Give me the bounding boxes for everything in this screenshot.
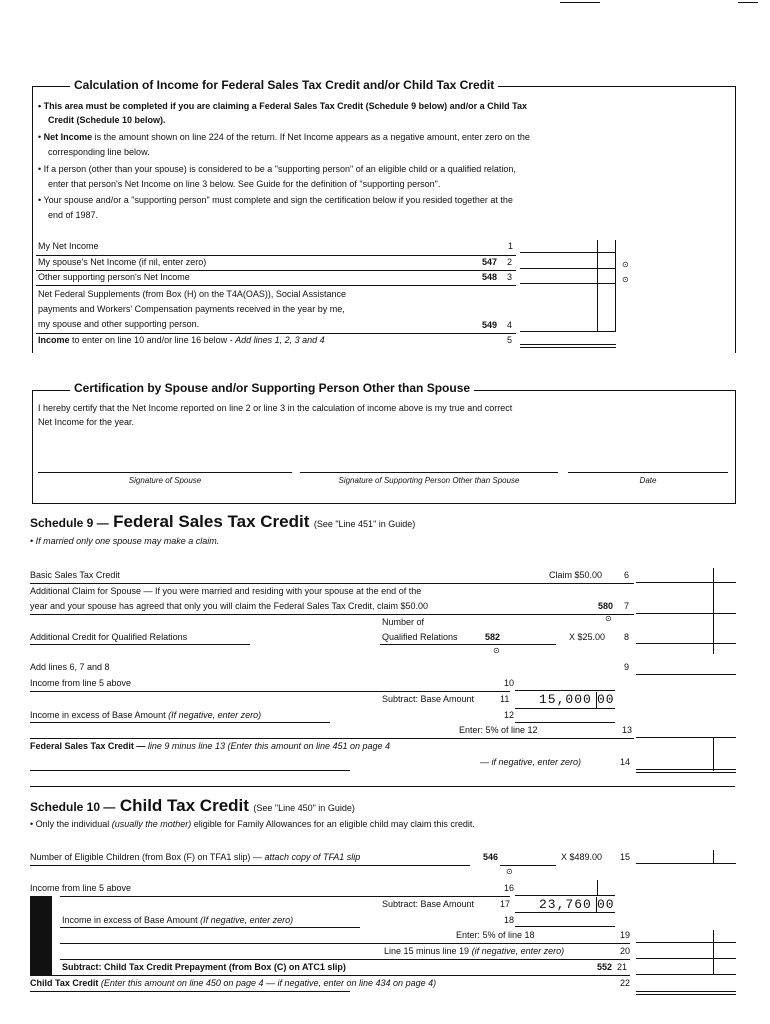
line3-field[interactable]	[520, 283, 616, 284]
fstc-label: Federal Sales Tax Credit — line 9 minus line 13 (Enter this amount on line 451 on page 4	[30, 741, 391, 751]
income-section-title: Calculation of Income for Federal Sales Tax Credit and/or Child Tax Credit	[70, 78, 498, 92]
line5-num: 5	[507, 335, 513, 345]
s10-subtract-label: Subtract: Base Amount	[382, 899, 475, 909]
line16-num: 16	[504, 883, 515, 893]
bullet-4: • Your spouse and/or a "supporting person" must complete and sign the certification below if you resided together at the	[38, 195, 513, 205]
line3-label: Other supporting person's Net Income	[38, 272, 190, 282]
bullet-1-cont: Credit (Schedule 10 below).	[48, 115, 166, 125]
line7-num: 7	[624, 601, 630, 611]
circle-marker-2: ⊙	[622, 260, 629, 269]
line20-num: 20	[620, 946, 631, 956]
line22-field[interactable]	[636, 991, 736, 992]
line21-num: 21	[617, 962, 628, 972]
signature-spouse-field[interactable]	[38, 472, 292, 473]
line13-num: 13	[622, 725, 633, 735]
s10-base-cents: 00	[597, 897, 615, 912]
s9-subtract-label: Subtract: Base Amount	[382, 694, 475, 704]
line15-field[interactable]	[636, 863, 736, 864]
line11-num: 11	[500, 694, 510, 704]
ctc-label: Child Tax Credit (Enter this amount on line 450 on page 4 — if negative, enter on line 434 on page 4)	[30, 978, 437, 988]
line1-label: My Net Income	[38, 241, 99, 251]
line6-num: 6	[624, 570, 630, 580]
line2-code: 547	[482, 257, 498, 267]
number-of-label: Number of	[382, 617, 425, 627]
line5-label: Income to enter on line 10 and/or line 16 below - Add lines 1, 2, 3 and 4	[38, 335, 325, 345]
qualified-relations-count-field[interactable]	[508, 644, 556, 645]
bullet-1: • This area must be completed if you are claiming a Federal Sales Tax Credit (Schedule 9 below) and/or a Child Tax	[38, 101, 527, 111]
certification-title: Certification by Spouse and/or Supporting Person Other than Spouse	[70, 381, 474, 395]
line7-field[interactable]	[636, 613, 736, 614]
signature-other-label: Signature of Supporting Person Other than Spouse	[338, 476, 520, 485]
children-label: Number of Eligible Children (from Box (F) on TFA1 slip) — attach copy of TFA1 slip	[30, 852, 361, 862]
line20-field[interactable]	[636, 958, 736, 959]
line4-code: 549	[482, 320, 498, 330]
code-546: 546	[483, 852, 499, 862]
line19-field[interactable]	[636, 942, 736, 943]
black-bar	[30, 896, 52, 976]
schedule9-heading: Schedule 9 — Federal Sales Tax Credit (See "Line 451" in Guide)	[30, 512, 416, 531]
line4-label-2: payments and Workers' Compensation payments received in the year by me,	[38, 304, 345, 314]
s10-base-amount: 23,760	[539, 897, 592, 912]
line4-num: 4	[507, 320, 513, 330]
s10-income-label: Income from line 5 above	[30, 883, 132, 893]
signature-other-field[interactable]	[300, 472, 558, 473]
line10-field[interactable]	[515, 690, 615, 691]
additional-claim-2: year and your spouse has agreed that only you will claim the Federal Sales Tax Credit, claim $50.00	[30, 601, 429, 611]
circle-marker-546: ⊙	[506, 867, 513, 876]
additional-claim-1: Additional Claim for Spouse — If you were married and residing with your spouse at the end of the	[30, 586, 422, 596]
line1-field[interactable]	[520, 252, 616, 253]
line15-num: 15	[620, 852, 631, 862]
line6-field[interactable]	[636, 582, 736, 583]
certification-text-2: Net Income for the year.	[38, 417, 135, 427]
date-label: Date	[639, 476, 657, 485]
fstc-negative: — if negative, enter zero)	[480, 757, 582, 767]
code-580: 580	[598, 601, 614, 611]
schedule10-heading: Schedule 10 — Child Tax Credit (See "Line 450" in Guide)	[30, 796, 355, 815]
bullet-4-cont: end of 1987.	[48, 210, 99, 220]
line9-num: 9	[624, 662, 630, 672]
x-489: X $489.00	[561, 852, 603, 862]
line12-num: 12	[504, 710, 515, 720]
line14-num: 14	[620, 757, 631, 767]
line9-field[interactable]	[636, 674, 736, 675]
line3-code: 548	[482, 272, 498, 282]
s9-income-label: Income from line 5 above	[30, 678, 132, 688]
x-25: X $25.00	[569, 632, 606, 642]
qualified-relations: Qualified Relations	[382, 632, 458, 642]
bullet-3-cont: enter that person's Net Income on line 3 below. See Guide for the definition of "supporting person".	[48, 179, 441, 189]
s9-base-cents: 00	[597, 692, 615, 707]
line17-num: 17	[500, 899, 511, 909]
bullet-2-cont: corresponding line below.	[48, 147, 150, 157]
line8-field[interactable]	[636, 643, 736, 644]
code-552: 552	[597, 962, 613, 972]
basic-credit-label: Basic Sales Tax Credit	[30, 570, 120, 580]
line2-field[interactable]	[520, 268, 616, 269]
add-lines-label: Add lines 6, 7 and 8	[30, 662, 110, 672]
line5-field[interactable]	[520, 344, 616, 345]
circle-marker-3: ⊙	[622, 275, 629, 284]
line22-num: 22	[620, 978, 631, 988]
s9-enter5: Enter: 5% of line 12	[459, 725, 538, 735]
line4-field[interactable]	[520, 331, 616, 332]
line3-num: 3	[507, 272, 513, 282]
circle-marker-580: ⊙	[605, 614, 612, 623]
line1-num: 1	[508, 241, 514, 251]
code-582: 582	[485, 632, 501, 642]
schedule10-note: • Only the individual (usually the mother) eligible for Family Allowances for an eligible child may claim this credit.	[30, 819, 475, 829]
line12-field[interactable]	[515, 722, 615, 723]
line18-field[interactable]	[515, 926, 615, 927]
schedule9-note: • If married only one spouse may make a claim.	[30, 536, 220, 546]
line15-minus-19: Line 15 minus line 19 (if negative, enter zero)	[384, 946, 565, 956]
qualified-relations-label: Additional Credit for Qualified Relations	[30, 632, 188, 642]
line18-num: 18	[504, 915, 515, 925]
line10-num: 10	[504, 678, 515, 688]
children-count-field[interactable]	[500, 865, 556, 866]
s9-base-amount: 15,000	[539, 692, 592, 707]
line8-num: 8	[624, 632, 630, 642]
line13-field[interactable]	[636, 737, 736, 738]
line14-field[interactable]	[636, 769, 736, 770]
date-field[interactable]	[568, 472, 728, 473]
bullet-2: • Net Income is the amount shown on line 224 of the return. If Net Income appears as a negative amount, enter zero on the	[38, 132, 530, 142]
line19-num: 19	[620, 930, 631, 940]
line16-field[interactable]	[515, 895, 615, 896]
line4-label-1: Net Federal Supplements (from Box (H) on the T4A(OAS)), Social Assistance	[38, 289, 346, 299]
line2-label: My spouse's Net Income (if nil, enter zero)	[38, 257, 207, 267]
s10-excess-label: Income in excess of Base Amount (If negative, enter zero)	[62, 915, 294, 925]
signature-spouse-label: Signature of Spouse	[128, 476, 202, 485]
basic-claim: Claim $50.00	[549, 570, 603, 580]
prepayment-label: Subtract: Child Tax Credit Prepayment (from Box (C) on ATC1 slip)	[62, 962, 346, 972]
certification-text-1: I hereby certify that the Net Income reported on line 2 or line 3 in the calculation of income above is my true and correct	[38, 403, 513, 413]
circle-marker-582: ⊙	[493, 646, 500, 655]
bullet-3: • If a person (other than your spouse) is considered to be a "supporting person" of an eligible child or a qualified relation,	[38, 164, 516, 174]
line4-label-3: my spouse and other supporting person.	[38, 319, 200, 329]
s9-excess-label: Income in excess of Base Amount (If negative, enter zero)	[30, 710, 262, 720]
s10-enter5: Enter: 5% of line 18	[456, 930, 535, 940]
line2-num: 2	[507, 257, 513, 267]
line21-field[interactable]	[636, 974, 736, 975]
